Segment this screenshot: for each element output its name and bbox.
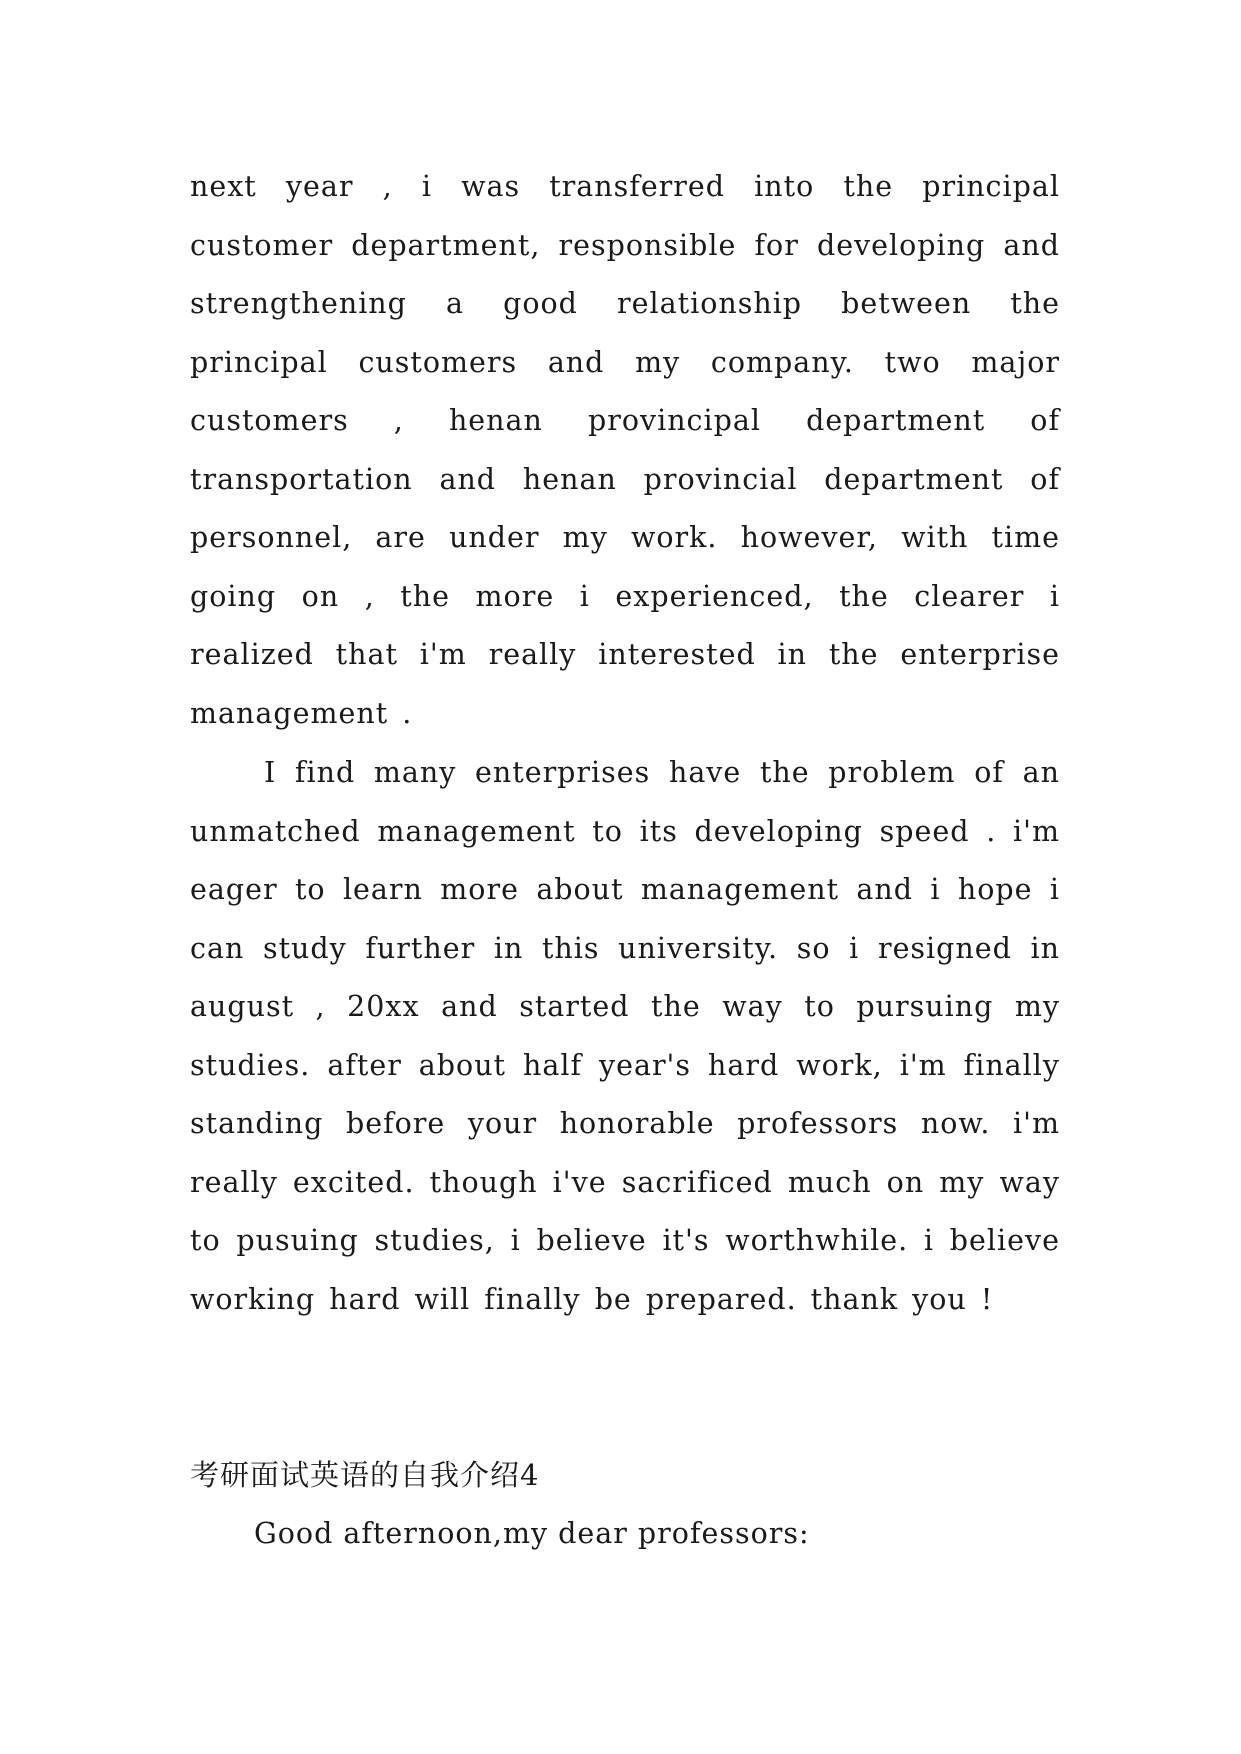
- section-heading: 考研面试英语的自我介绍4: [190, 1458, 540, 1492]
- body-paragraph-1: next year , i was transferred into the principal customer department, responsible for developing and strengthening a good relationship between the principal customers and my company. two major customers , henan provincipal department of transportation and henan provincial department of personnel, are under my work. however, with time going on , the more i experienced, the clearer i realized that i'm really interested in the enterprise management .: [190, 170, 1060, 730]
- body-paragraph-2: I find many enterprises have the problem of an unmatched management to its developing speed . i'm eager to learn more about management and i hope i can study further in this university. so i resigned in august , 20xx and started the way to pursuing my studies. after about half year's hard work, i'm finally standing before your honorable professors now. i'm really excited. though i've sacrificed much on my way to pusuing studies, i believe it's worthwhile. i believe working hard will finally be prepared. thank you !: [190, 756, 1060, 1316]
- greeting-line: Good afternoon,my dear professors:: [254, 1517, 810, 1550]
